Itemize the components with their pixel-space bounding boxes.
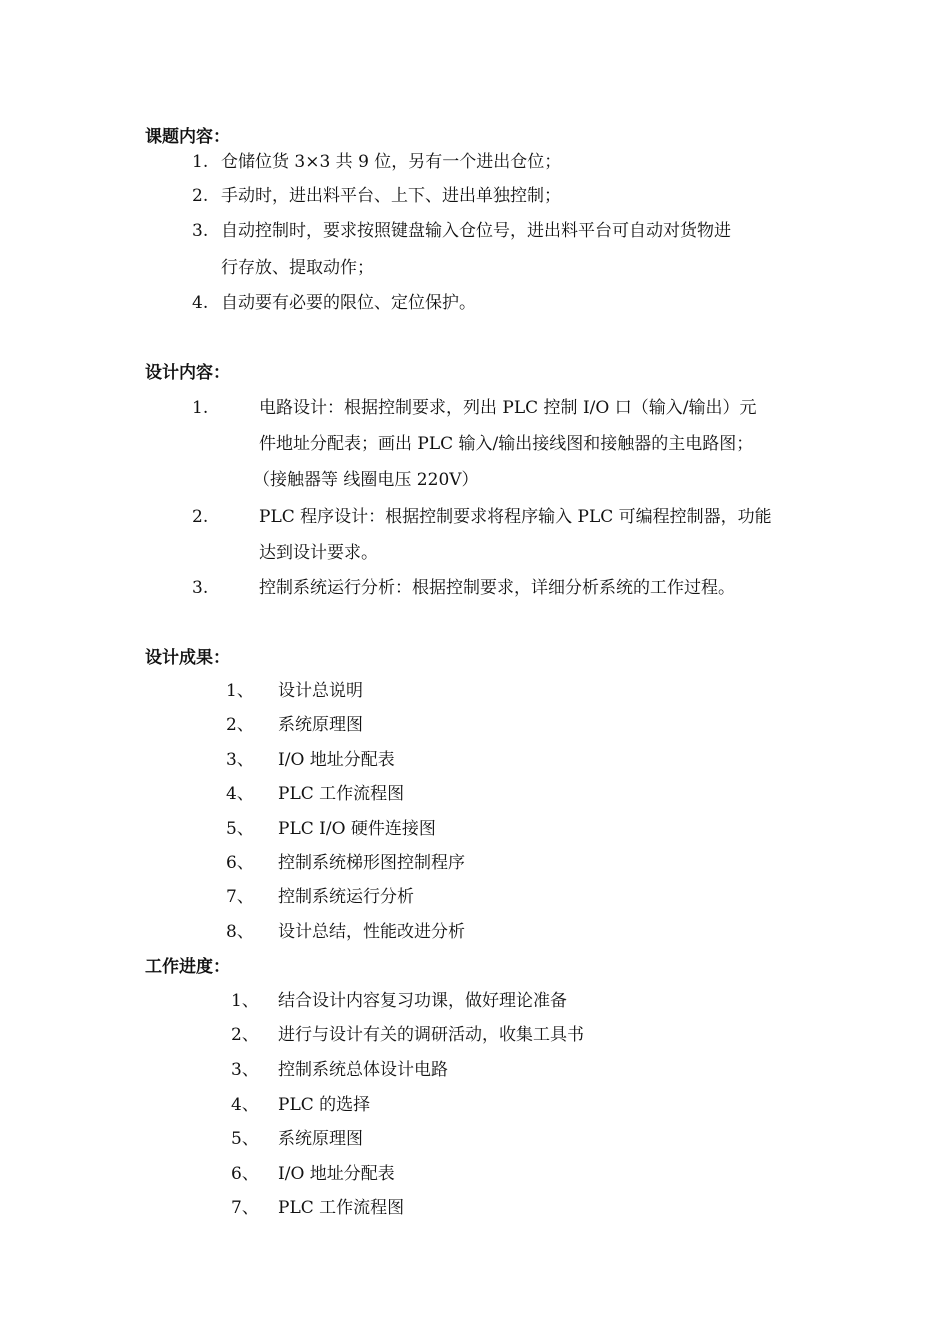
- list-item-number: 1、: [231, 991, 259, 1011]
- list-item-text: 设计总说明: [278, 681, 363, 701]
- list-item-text-continuation: 达到设计要求。: [259, 543, 378, 563]
- list-item-number: 1、: [226, 681, 254, 701]
- list-item-number: 2、: [226, 715, 254, 735]
- section-heading-design-content: 设计内容：: [145, 363, 230, 383]
- list-item-text: 结合设计内容复习功课，做好理论准备: [278, 991, 567, 1011]
- section-heading-topic: 课题内容：: [145, 127, 230, 147]
- list-item-text: 手动时，进出料平台、上下、进出单独控制；: [221, 186, 561, 206]
- list-item-number: 5、: [231, 1129, 259, 1149]
- list-item-text: 仓储位货 3×3 共 9 位，另有一个进出仓位；: [221, 152, 562, 172]
- list-item-number: 3.: [192, 221, 209, 241]
- list-item-text: 自动要有必要的限位、定位保护。: [221, 293, 476, 313]
- list-item-text: PLC 工作流程图: [278, 784, 405, 804]
- list-item-text-continuation: （接触器等 线圈电压 220V）: [253, 470, 479, 490]
- list-item-text: 电路设计：根据控制要求，列出 PLC 控制 I/O 口（输入/输出）元: [259, 398, 757, 418]
- list-item-number: 2.: [192, 507, 209, 527]
- list-item-number: 7、: [231, 1198, 259, 1218]
- list-item-text: I/O 地址分配表: [278, 750, 395, 770]
- list-item-number: 4.: [192, 293, 209, 313]
- list-item-number: 4、: [231, 1095, 259, 1115]
- list-item-text: 系统原理图: [278, 715, 363, 735]
- list-item-number: 2、: [231, 1025, 259, 1045]
- list-item-text: 控制系统运行分析: [278, 887, 414, 907]
- list-item-text-continuation: 行存放、提取动作；: [221, 258, 374, 278]
- list-item-text: 进行与设计有关的调研活动，收集工具书: [278, 1025, 584, 1045]
- list-item-number: 3、: [226, 750, 254, 770]
- list-item-text: 自动控制时，要求按照键盘输入仓位号，进出料平台可自动对货物进: [221, 221, 731, 241]
- list-item-number: 2.: [192, 186, 209, 206]
- section-heading-design-results: 设计成果：: [145, 648, 230, 668]
- list-item-number: 6、: [231, 1164, 259, 1184]
- list-item-text: PLC 的选择: [278, 1095, 371, 1115]
- list-item-text: I/O 地址分配表: [278, 1164, 395, 1184]
- list-item-number: 6、: [226, 853, 254, 873]
- list-item-number: 1.: [192, 398, 209, 418]
- list-item-text: 系统原理图: [278, 1129, 363, 1149]
- list-item-number: 5、: [226, 819, 254, 839]
- list-item-number: 3.: [192, 578, 209, 598]
- list-item-number: 3、: [231, 1060, 259, 1080]
- list-item-text: PLC 程序设计：根据控制要求将程序输入 PLC 可编程控制器，功能: [259, 507, 772, 527]
- list-item-number: 1.: [192, 152, 209, 172]
- list-item-text: 控制系统运行分析：根据控制要求，详细分析系统的工作过程。: [259, 578, 735, 598]
- list-item-number: 8、: [226, 922, 254, 942]
- list-item-text-continuation: 件地址分配表；画出 PLC 输入/输出接线图和接触器的主电路图；: [259, 434, 754, 454]
- list-item-number: 7、: [226, 887, 254, 907]
- list-item-text: 控制系统总体设计电路: [278, 1060, 448, 1080]
- list-item-number: 4、: [226, 784, 254, 804]
- list-item-text: PLC 工作流程图: [278, 1198, 405, 1218]
- list-item-text: 控制系统梯形图控制程序: [278, 853, 465, 873]
- section-heading-work-schedule: 工作进度：: [145, 957, 230, 977]
- list-item-text: PLC I/O 硬件连接图: [278, 819, 436, 839]
- list-item-text: 设计总结，性能改进分析: [278, 922, 465, 942]
